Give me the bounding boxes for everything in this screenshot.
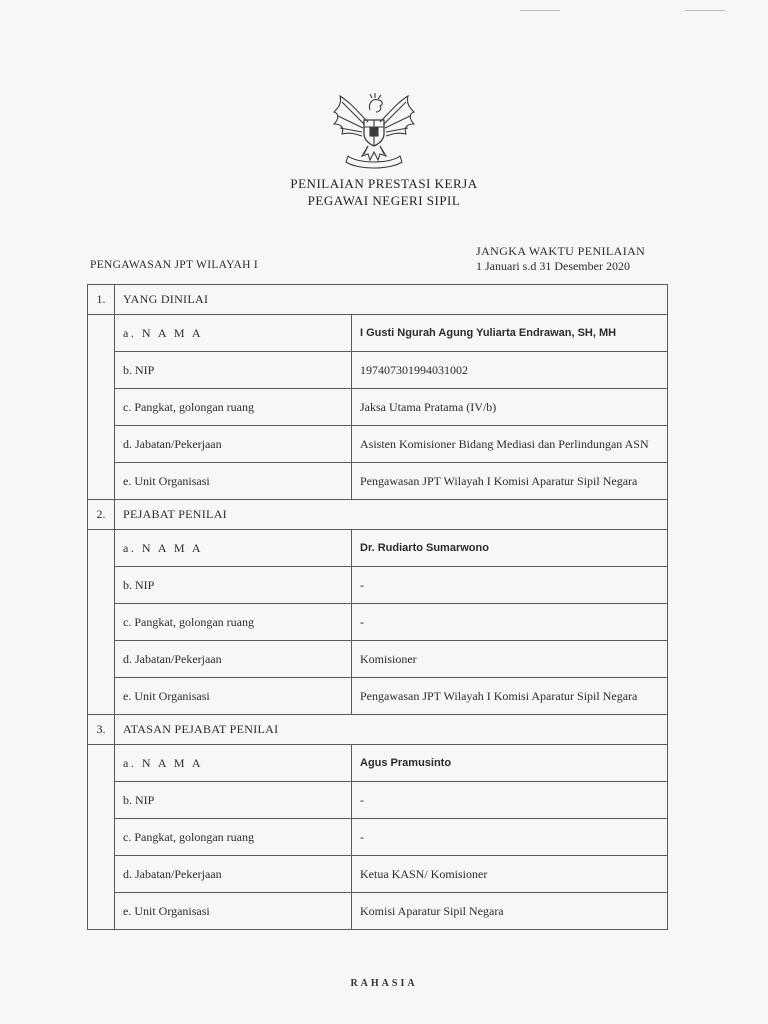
table-row [88,893,668,930]
confidential-footer: RAHASIA [350,978,418,989]
unit-heading: PENGAWASAN JPT WILAYAH I [90,259,259,271]
field-label: e. Unit Organisasi [115,678,352,715]
field-label: d. Jabatan/Pekerjaan [115,426,352,463]
field-value: Komisi Aparatur Sipil Negara [352,893,668,930]
field-value: Pengawasan JPT Wilayah I Komisi Aparatur Sipil Negara [352,678,668,715]
field-value: - [352,604,668,641]
field-value: Jaksa Utama Pratama (IV/b) [352,389,668,426]
field-value: Dr. Rudiarto Sumarwono [352,530,668,567]
field-label: b. NIP [115,352,352,389]
field-label: c. Pangkat, golongan ruang [115,819,352,856]
table-row [88,315,668,352]
scan-mark [685,10,725,11]
table-row [88,856,668,893]
field-value: - [352,782,668,819]
table-row [88,426,668,463]
table-row [88,604,668,641]
table-row [88,641,668,678]
table-row [88,745,668,782]
table-row [88,389,668,426]
assessment-identity-table [87,284,668,930]
section-title: YANG DINILAI [115,285,668,315]
field-value: Pengawasan JPT Wilayah I Komisi Aparatur Sipil Negara [352,463,668,500]
assessment-period-value: 1 Januari s.d 31 Desember 2020 [476,259,630,273]
field-value: Agus Pramusinto [352,745,668,782]
section-number: 1. [88,285,115,315]
document-title-line2: PEGAWAI NEGERI SIPIL [307,193,461,208]
table-row [88,567,668,604]
scan-mark [520,10,560,11]
field-label: c. Pangkat, golongan ruang [115,604,352,641]
garuda-emblem-icon [328,90,420,170]
field-label: a. N A M A [115,315,352,352]
field-label: a. N A M A [115,530,352,567]
field-label: e. Unit Organisasi [115,893,352,930]
field-value: 197407301994031002 [352,352,668,389]
field-value: I Gusti Ngurah Agung Yuliarta Endrawan, SH, MH [352,315,668,352]
field-label: a. N A M A [115,745,352,782]
field-label: b. NIP [115,567,352,604]
assessment-period-label: JANGKA WAKTU PENILAIAN [476,244,646,258]
field-label: b. NIP [115,782,352,819]
section-header [88,500,668,530]
section-header [88,285,668,315]
table-row [88,530,668,567]
section-number: 2. [88,500,115,530]
field-label: e. Unit Organisasi [115,463,352,500]
field-label: d. Jabatan/Pekerjaan [115,641,352,678]
field-value: - [352,567,668,604]
field-value: Asisten Komisioner Bidang Mediasi dan Perlindungan ASN [352,426,668,463]
field-label: d. Jabatan/Pekerjaan [115,856,352,893]
table-row [88,352,668,389]
field-label: c. Pangkat, golongan ruang [115,389,352,426]
table-row [88,463,668,500]
field-value: - [352,819,668,856]
section-title: ATASAN PEJABAT PENILAI [115,715,668,745]
section-title: PEJABAT PENILAI [115,500,668,530]
section-number: 3. [88,715,115,745]
field-value: Komisioner [352,641,668,678]
table-row [88,819,668,856]
field-value: Ketua KASN/ Komisioner [352,856,668,893]
section-header [88,715,668,745]
table-row [88,782,668,819]
table-row [88,678,668,715]
document-title-line1: PENILAIAN PRESTASI KERJA [290,176,478,191]
